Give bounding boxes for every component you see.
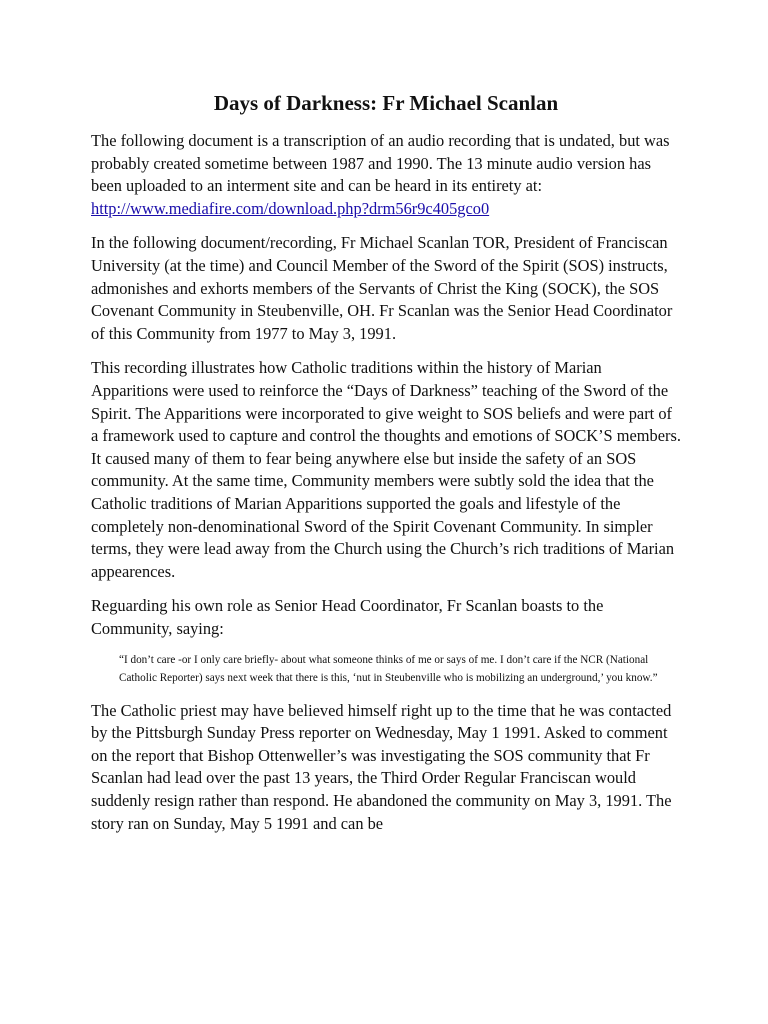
paragraph-intro-text: The following document is a transcription of an audio recording that is undated, but was probably created sometime between 1987 and 1990. The 13 minute audio version has been uploaded to an interment site and can be heard in its entirety at: — [91, 131, 670, 196]
block-quote: “I don’t care -or I only care briefly- about what someone thinks of me or says of me. I don’t care if the NCR (National Catholic Reporter) says next week that there is this, ‘nut in Steubenville who is mobilizing an underground,’ you know.” — [119, 654, 658, 685]
paragraph-resignation: The Catholic priest may have believed himself right up to the time that he was contacted by the Pittsburgh Sunday Press reporter on Wednesday, May 1 1991. Asked to comment on the report that Bishop Ottenweller’s was investigating the SOS community that Fr Scanlan had lead over the past 13 years, the Third Order Regular Franciscan would suddenly resign rather than respond. He abandoned the community on May 3, 1991. The story ran on Sunday, May 5 1991 and can be — [91, 700, 672, 833]
paragraph-intro — [91, 130, 681, 220]
audio-download-link[interactable]: http://www.mediafire.com/download.php?drm56r9c405gco0 — [91, 198, 490, 218]
paragraph-apparitions: This recording illustrates how Catholic traditions within the history of Marian Apparitions were used to reinforce the “Days of Darkness” teaching of the Sword of the Spirit. The Apparitions were incorporated to give weight to SOS beliefs and were part of a framework used to capture and control the thoughts and emotions of SOCK’S members. It caused many of them to fear being anywhere else but inside the safety of an SOS community. At the same time, Community members were subtly sold the idea that the Catholic traditions of Marian Apparitions supported the goals and lifestyle of the completely non-denominational Sword of the Spirit Covenant Community. In simpler terms, they were lead away from the Church using the Church’s rich traditions of Marian appearences. — [91, 358, 681, 581]
document-title: Days of Darkness: Fr Michael Scanlan — [213, 91, 559, 115]
paragraph-background: In the following document/recording, Fr Michael Scanlan TOR, President of Franciscan University (at the time) and Council Member of the Sword of the Spirit (SOS) instructs, admonishes and exhorts members of the Servants of Christ the King (SOCK), the SOS Covenant Community in Steubenville, OH. Fr Scanlan was the Senior Head Coordinator of this Community from 1977 to May 3, 1991. — [91, 233, 673, 343]
document-page — [91, 90, 681, 847]
paragraph-role: Reguarding his own role as Senior Head Coordinator, Fr Scanlan boasts to the Community, saying: — [91, 596, 604, 638]
